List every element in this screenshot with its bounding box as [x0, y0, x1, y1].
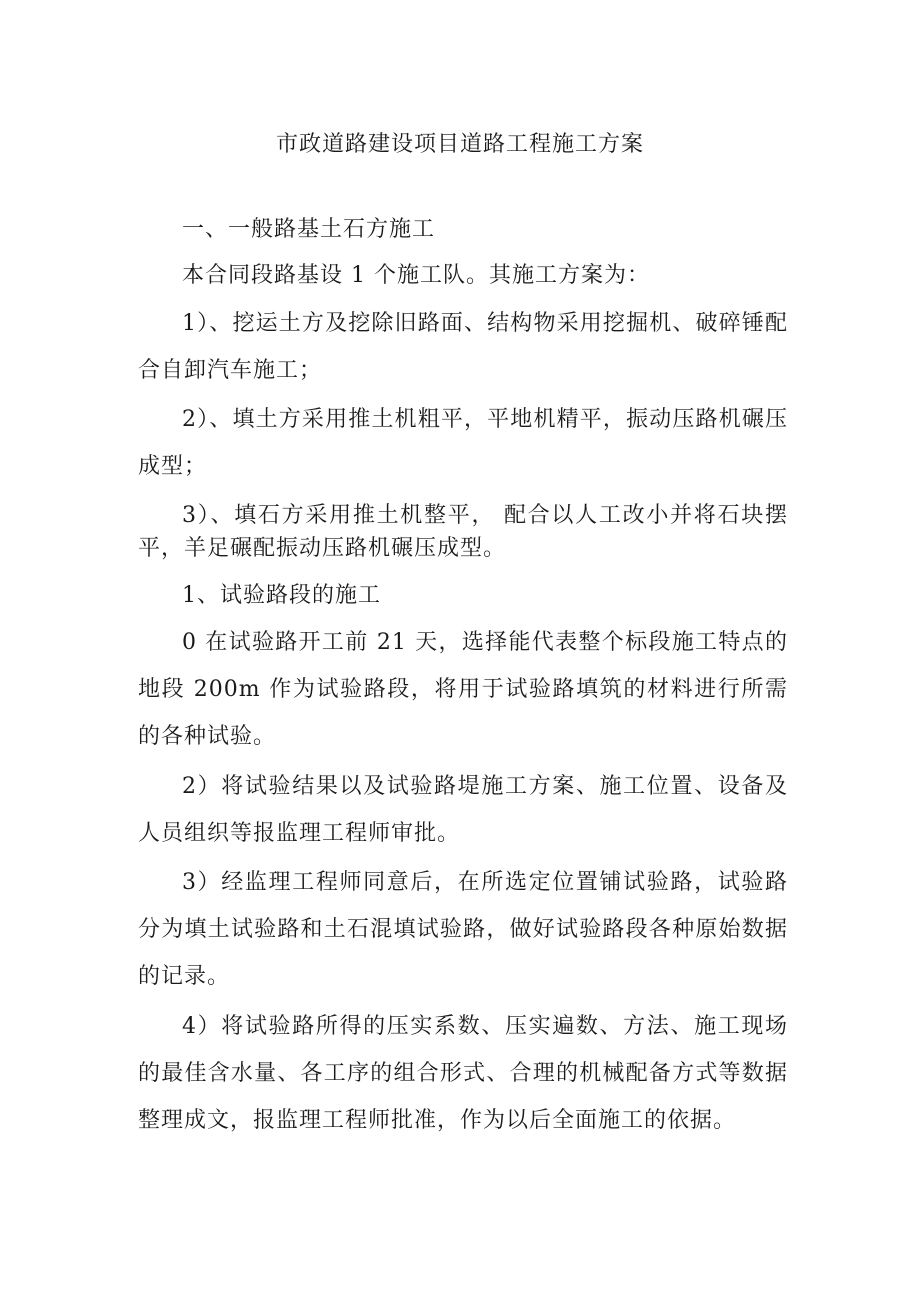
paragraph-step-4: 4）将试验路所得的压实系数、压实遍数、方法、施工现场的最佳含水量、各工序的组合形式、合理的机械配备方式等数据整理成文，报监理工程师批准，作为以后全面施工的依据。	[138, 1014, 788, 1133]
paragraph-item-1: 1）、挖运土方及挖除旧路面、结构物采用挖掘机、破碎锤配合自卸汽车施工；	[138, 311, 788, 383]
paragraph-item-2: 2）、填土方采用推土机粗平，平地机精平，振动压路机碾压成型；	[138, 407, 788, 479]
paragraph-step-1: 0 在试验路开工前 21 天，选择能代表整个标段施工特点的地段 200m 作为试验路段，将用于试验路填筑的材料进行所需的各种试验。	[138, 630, 788, 749]
paragraph-intro: 本合同段路基设 1 个施工队。其施工方案为：	[182, 263, 650, 288]
section-heading: 一、一般路基土石方施工	[182, 217, 436, 242]
document-title: 市政道路建设项目道路工程施工方案	[275, 132, 644, 157]
subsection-heading: 1、试验路段的施工	[182, 583, 381, 608]
paragraph-step-3: 3）经监理工程师同意后，在所选定位置铺试验路，试验路分为填土试验路和土石混填试验路，做好试验路段各种原始数据的记录。	[138, 870, 788, 989]
paragraph-item-3: 3）、填石方采用推土机整平， 配合以人工改小并将石块摆平，羊足碾配振动压路机碾压成型。	[138, 503, 788, 561]
paragraph-step-2: 2）将试验结果以及试验路堤施工方案、施工位置、设备及人员组织等报监理工程师审批。	[138, 774, 788, 846]
